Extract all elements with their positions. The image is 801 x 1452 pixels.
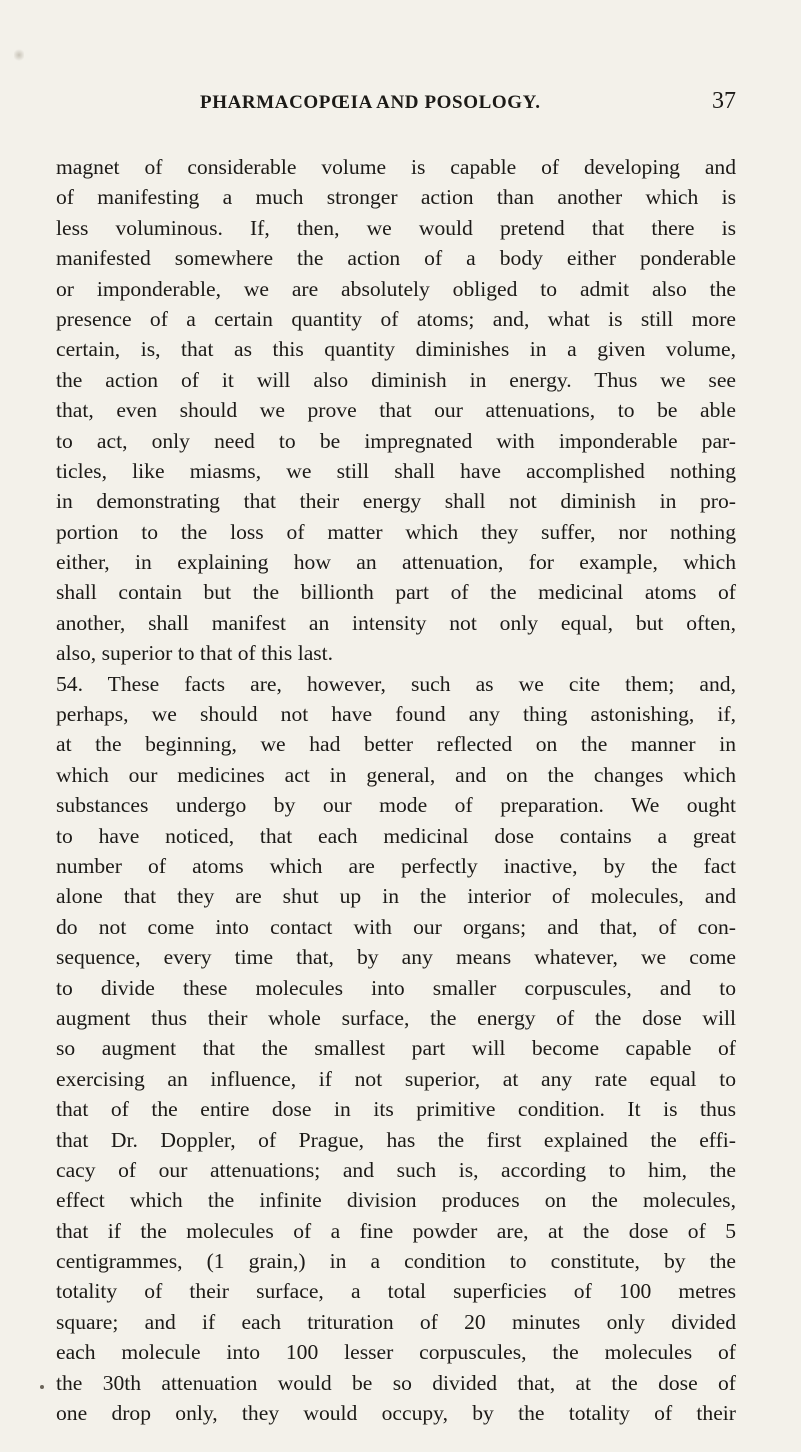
text-line: alone that they are shut up in the interior of molecules, and xyxy=(56,884,736,909)
text-line: which our medicines act in general, and on the changes which xyxy=(56,762,736,787)
text-line: totality of their surface, a total superficies of 100 metres xyxy=(56,1279,736,1304)
running-head xyxy=(200,88,736,118)
text-line: centigrammes, (1 grain,) in a condition to constitute, by the xyxy=(56,1249,736,1274)
text-line: manifested somewhere the action of a body either ponderable xyxy=(56,246,736,271)
text-line: augment thus their whole surface, the energy of the dose will xyxy=(56,1005,736,1030)
text-line: substances undergo by our mode of preparation. We ought xyxy=(56,793,736,818)
text-line: in demonstrating that their energy shall not diminish in pro- xyxy=(56,489,736,514)
text-line: one drop only, they would occupy, by the totality of their xyxy=(56,1401,736,1426)
text-line: ticles, like miasms, we still shall have accomplished nothing xyxy=(56,458,736,483)
text-line: that if the molecules of a fine powder are, at the dose of 5 xyxy=(56,1218,736,1243)
text-line: magnet of considerable volume is capable of developing and xyxy=(56,155,736,179)
text-line: to divide these molecules into smaller corpuscules, and to xyxy=(56,975,736,1000)
margin-mark xyxy=(40,1385,44,1389)
text-line: another, shall manifest an intensity not only equal, but often, xyxy=(56,610,736,635)
text-line: sequence, every time that, by any means whatever, we come xyxy=(56,945,736,970)
text-line: that of the entire dose in its primitive condition. It is thus xyxy=(56,1097,736,1122)
text-line: that, even should we prove that our attenuations, to be able xyxy=(56,398,736,423)
text-line: cacy of our attenuations; and such is, according to him, the xyxy=(56,1157,736,1182)
text-line: the 30th attenuation would be so divided that, at the dose of xyxy=(56,1370,736,1395)
text-line: that Dr. Doppler, of Prague, has the first explained the effi- xyxy=(56,1127,736,1152)
page-number: 37 xyxy=(712,88,736,114)
text-line: or imponderable, we are absolutely obliged to admit also the xyxy=(56,276,736,301)
text-line: effect which the infinite division produces on the molecules, xyxy=(56,1188,736,1213)
running-head-title: PHARMACOPŒIA AND POSOLOGY. xyxy=(200,92,541,113)
text-line: number of atoms which are perfectly inactive, by the fact xyxy=(56,853,736,878)
text-line: each molecule into 100 lesser corpuscules, the molecules of xyxy=(56,1340,736,1365)
text-line: shall contain but the billionth part of the medicinal atoms of xyxy=(56,580,736,605)
text-line: square; and if each trituration of 20 minutes only divided xyxy=(56,1309,736,1334)
text-line: less voluminous. If, then, we would pretend that there is xyxy=(56,215,736,240)
text-line: do not come into contact with our organs; and that, of con- xyxy=(56,914,736,939)
text-line: also, superior to that of this last. xyxy=(56,641,334,666)
text-line: the action of it will also diminish in energy. Thus we see xyxy=(56,367,736,392)
body-text xyxy=(56,152,736,1428)
text-line: perhaps, we should not have found any thing astonishing, if, xyxy=(56,702,736,727)
text-line: either, in explaining how an attenuation, for example, which xyxy=(56,550,736,575)
text-line: at the beginning, we had better reflected on the manner in xyxy=(56,732,736,757)
text-line: exercising an influence, if not superior, at any rate equal to xyxy=(56,1066,736,1091)
paper-blemish xyxy=(14,48,24,62)
text-line: of manifesting a much stronger action than another which is xyxy=(56,185,736,210)
text-line: so augment that the smallest part will become capable of xyxy=(56,1036,736,1061)
text-line: certain, is, that as this quantity diminishes in a given volume, xyxy=(56,337,736,362)
text-line: to act, only need to be impregnated with imponderable par- xyxy=(56,428,736,453)
text-line: to have noticed, that each medicinal dose contains a great xyxy=(56,823,736,848)
text-line: presence of a certain quantity of atoms; and, what is still more xyxy=(56,306,736,331)
text-line: portion to the loss of matter which they suffer, nor nothing xyxy=(56,519,736,544)
text-line: 54. These facts are, however, such as we cite them; and, xyxy=(56,671,736,696)
